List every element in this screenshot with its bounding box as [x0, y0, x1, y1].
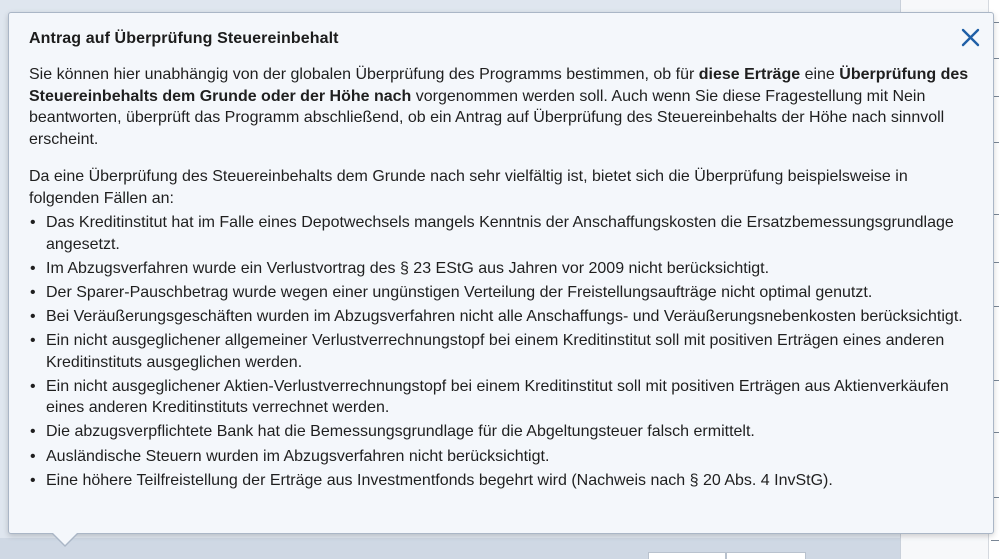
intro-bold-text: diese Erträge	[698, 66, 801, 83]
help-popover	[8, 12, 994, 534]
close-button[interactable]	[953, 21, 987, 55]
popover-content	[29, 64, 977, 491]
list-item: • Die abzugsverpflichtete Bank hat die Bemessungsgrundlage für die Abgeltungsteuer falsch ermittelt.	[29, 421, 977, 443]
list-item: • Eine höhere Teilfreistellung der Erträge aus Investmentfonds begehrt wird (Nachweis nach § 20 Abs. 4 InvStG).	[29, 470, 977, 492]
list-item: • Das Kreditinstitut hat im Falle eines Depotwechsels mangels Kenntnis der Anschaffungskosten die Ersatzbemessungsgrundlage angesetzt.	[29, 212, 977, 255]
popover-title: Antrag auf Überprüfung Steuereinbehalt	[29, 30, 339, 47]
popover-pointer-fill	[52, 532, 78, 545]
list-item: • Der Sparer-Pauschbetrag wurde wegen einer ungünstigen Verteilung der Freistellungsaufträge nicht optimal genutzt.	[29, 282, 977, 304]
examples-list	[29, 212, 977, 491]
list-item: • Ein nicht ausgeglichener allgemeiner Verlustverrechnungstopf bei einem Kreditinstitut soll mit positiven Erträgen eines anderen Kreditinstituts ausgeglichen werden.	[29, 330, 977, 373]
intro-paragraph	[29, 64, 977, 150]
background-tab	[648, 552, 726, 559]
examples-intro-paragraph: Da eine Überprüfung des Steuereinbehalts dem Grunde nach sehr vielfältig ist, bietet sich die Überprüfung beispielsweise in folgenden Fällen an:	[29, 168, 908, 207]
intro-text: vorgenommen werden soll. Auch wenn Sie diese Fragestellung mit Nein beantworten, überprüft das Programm abschließend, ob ein Antrag auf Überprüfung des Steuereinbehalts der Höhe nach sinnvoll erscheint.	[29, 87, 945, 148]
background-tab	[726, 552, 806, 559]
list-item: • Bei Veräußerungsgeschäften wurden im Abzugsverfahren nicht alle Anschaffungs- und Veräußerungsnebenkosten berücksichtigt.	[29, 306, 977, 328]
close-icon	[953, 21, 987, 55]
intro-bold-text: Überprüfung des Steuereinbehalts dem Grunde oder der Höhe nach	[29, 66, 969, 105]
intro-text: Sie können hier unabhängig von der globalen Überprüfung des Programms bestimmen, ob für	[29, 66, 699, 83]
list-item: • Ausländische Steuern wurden im Abzugsverfahren nicht berücksichtigt.	[29, 446, 977, 468]
intro-text: eine	[800, 66, 840, 83]
list-item: • Ein nicht ausgeglichener Aktien-Verlustverrechnungstopf bei einem Kreditinstitut soll mit positiven Erträgen aus Aktienverkäufen eines anderen Kreditinstituts verrechnet werden.	[29, 376, 977, 419]
list-item: • Im Abzugsverfahren wurde ein Verlustvortrag des § 23 EStG aus Jahren vor 2009 nicht berücksichtigt.	[29, 258, 977, 280]
